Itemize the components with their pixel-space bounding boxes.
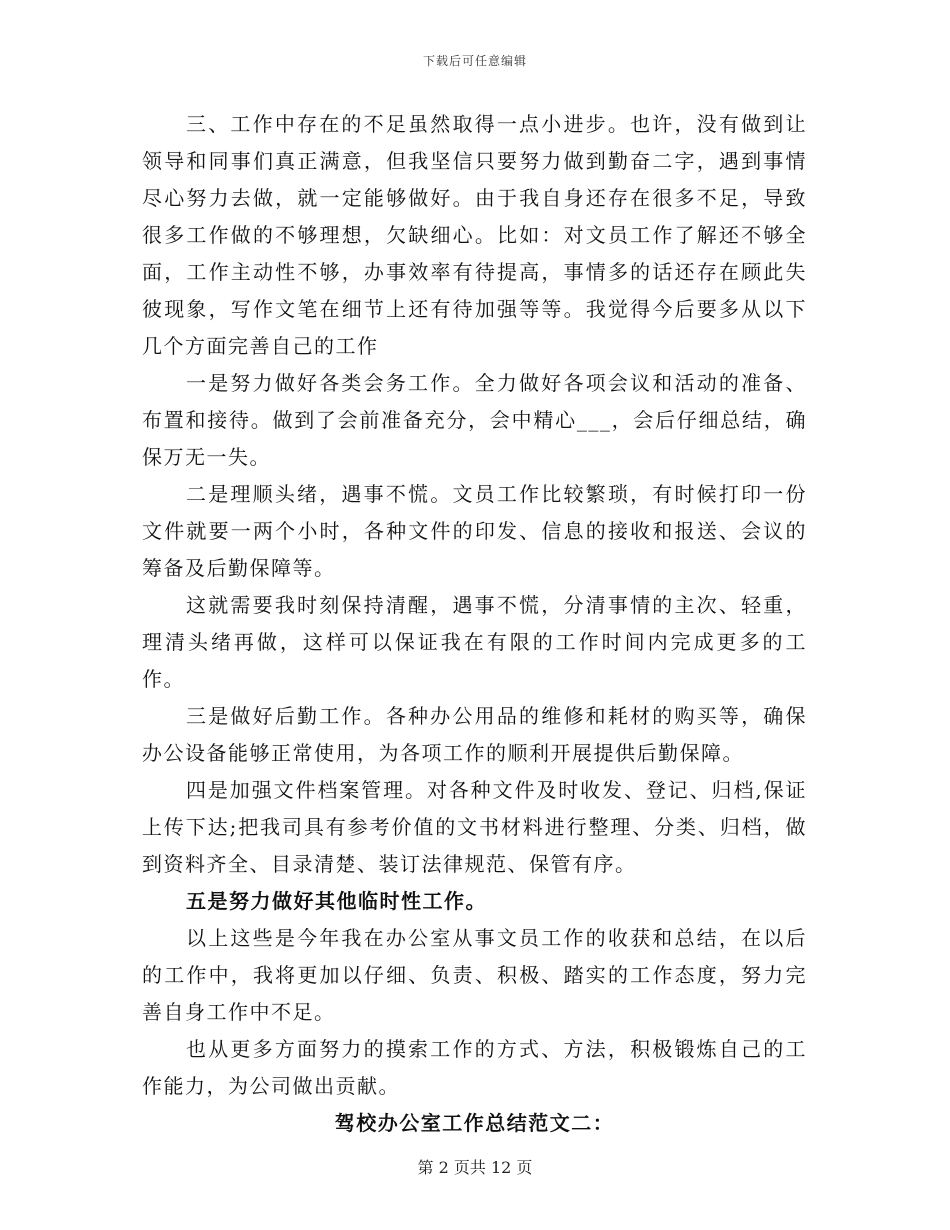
paragraph-logistics: 三是做好后勤工作。各种办公用品的维修和耗材的购买等，确保办公设备能够正常使用，为各项工作的顺利开展提供后勤保障。 — [142, 704, 807, 765]
document-body — [142, 106, 807, 1142]
paragraph-temporary-work: 五是努力做好其他临时性工作。 — [186, 889, 487, 913]
section-heading: 驾校办公室工作总结范文二： — [334, 1111, 615, 1135]
paragraph-meeting-work: 一是努力做好各类会务工作。全力做好各项会议和活动的准备、布置和接待。做到了会前准备充分，会中精心___，会后仔细总结，确保万无一失。 — [142, 371, 807, 469]
paragraph-shortcomings: 三、工作中存在的不足虽然取得一点小进步。也许，没有做到让领导和同事们真正满意，但我坚信只要努力做到勤奋二字，遇到事情尽心努力去做，就一定能够做好。由于我自身还存在很多不足，导致很多工作做的不够理想，欠缺细心。比如：对文员工作了解还不够全面，工作主动性不够，办事效率有待提高，事情多的话还存在顾此失彼现象，写作文笔在细节上还有待加强等等。我觉得今后要多从以下几个方面完善自己的工作 — [142, 112, 807, 358]
page-footer: 第 2 页共 12 页 — [417, 1158, 533, 1177]
paragraph-summary: 以上这些是今年我在办公室从事文员工作的收获和总结，在以后的工作中，我将更加以仔细、负责、积极、踏实的工作态度，努力完善自身工作中不足。 — [142, 926, 807, 1024]
paragraph-organize: 二是理顺头绪，遇事不慌。文员工作比较繁琐，有时候打印一份文件就要一两个小时，各种文件的印发、信息的接收和报送、会议的筹备及后勤保障等。 — [142, 482, 807, 580]
paragraph-archives: 四是加强文件档案管理。对各种文件及时收发、登记、归档,保证上传下达;把我司具有参考价值的文书材料进行整理、分类、归档，做到资料齐全、目录清楚、装订法律规范、保管有序。 — [142, 778, 807, 876]
paragraph-contribution: 也从更多方面努力的摸索工作的方式、方法，积极锻炼自己的工作能力，为公司做出贡献。 — [142, 1037, 807, 1098]
paragraph-stay-calm: 这就需要我时刻保持清醒，遇事不慌，分清事情的主次、轻重，理清头绪再做，这样可以保证我在有限的工作时间内完成更多的工作。 — [142, 593, 807, 691]
page-header: 下载后可任意编辑 — [422, 54, 527, 68]
